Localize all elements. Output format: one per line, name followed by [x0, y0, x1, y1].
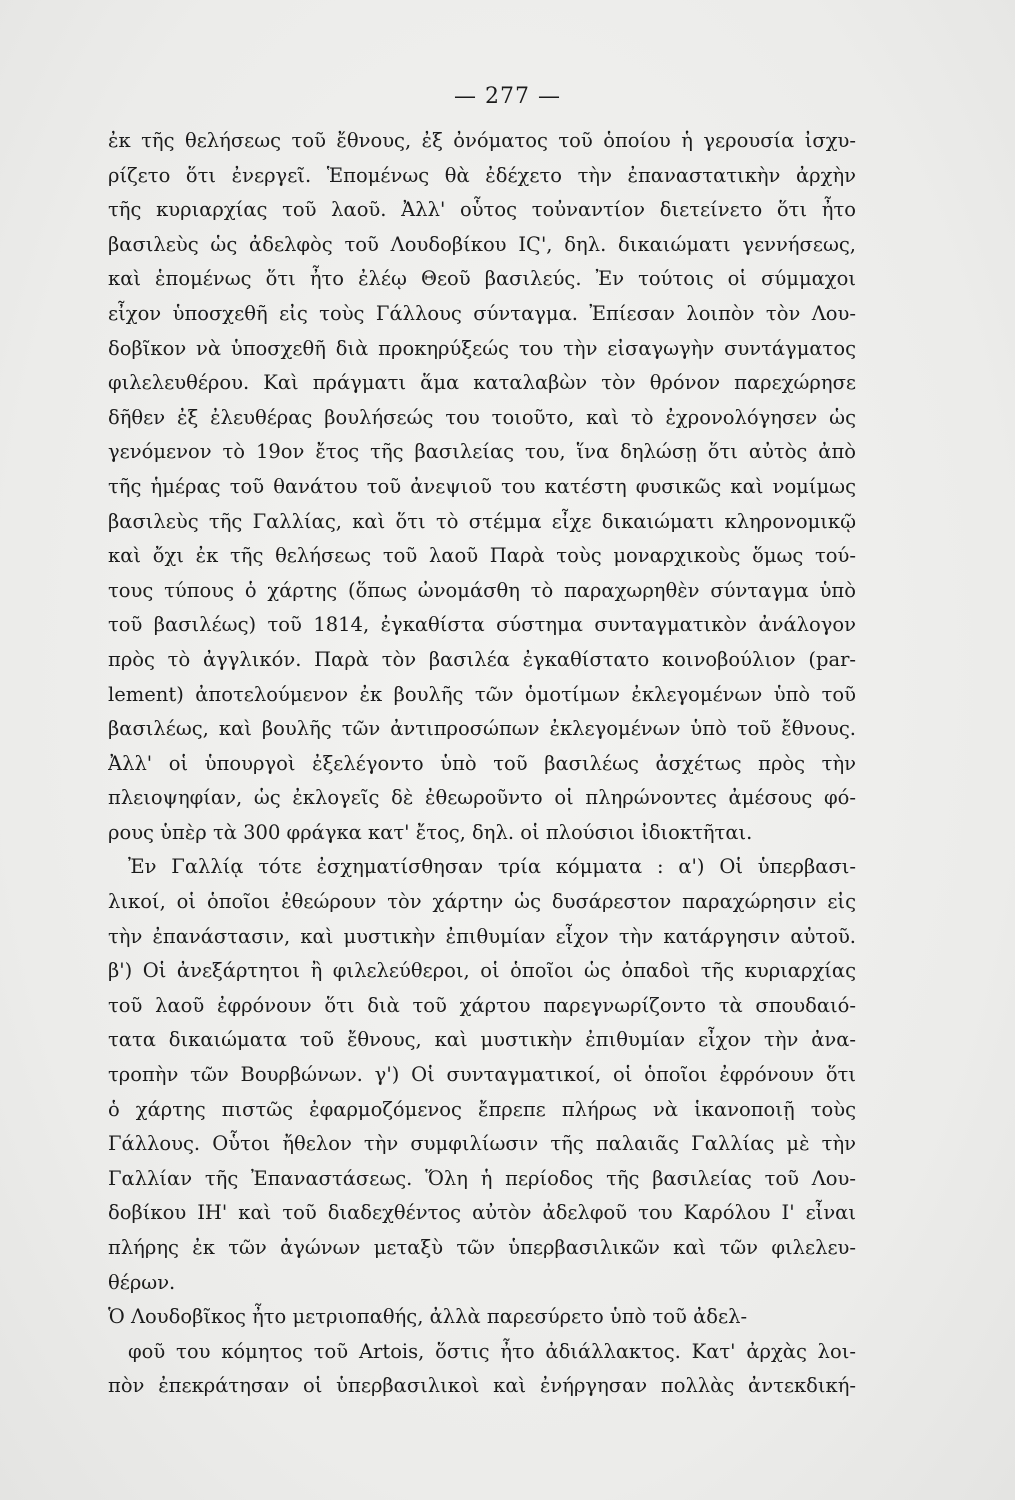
text-line: πρὸς τὸ ἀγγλικόν. Παρὰ τὸν βασιλέα ἐγκαθίστατο κοινοβούλιον (par-	[108, 647, 856, 671]
page-number: — 277 —	[454, 84, 561, 109]
body-text	[108, 124, 856, 1439]
text-line: πλειοψηφίαν, ὡς ἐκλογεῖς δὲ ἐθεωροῦντο οἱ πληρώνοντες ἀμέσους φό-	[108, 786, 856, 810]
text-line: θέρων.	[108, 1270, 176, 1294]
text-line: βασιλέως, καὶ βουλῆς τῶν ἀντιπροσώπων ἐκλεγομένων ὑπὸ τοῦ ἔθνους.	[108, 717, 856, 741]
text-line: δοβίκου ΙΗ' καὶ τοῦ διαδεχθέντος αὐτὸν ἀδελφοῦ του Καρόλου Ι' εἶναι	[108, 1201, 856, 1225]
text-line: τατα δικαιώματα τοῦ ἔθνους, καὶ μυστικὴν ἐπιθυμίαν εἶχον τὴν ἀνα-	[108, 1028, 856, 1052]
text-line: τοῦ λαοῦ ἐφρόνουν ὅτι διὰ τοῦ χάρτου παρεγνωρίζοντο τὰ σπουδαιό-	[108, 993, 856, 1017]
text-line: Γαλλίαν τῆς Ἐπαναστάσεως. Ὅλη ἡ περίοδος τῆς βασιλείας τοῦ Λου-	[108, 1166, 856, 1190]
text-line: βασιλεὺς ὡς ἀδελφὸς τοῦ Λουδοβίκου ΙϚ', δηλ. δικαιώματι γεννήσεως,	[108, 232, 856, 256]
text-line: Ἀλλ' οἱ ὑπουργοὶ ἐξελέγοντο ὑπὸ τοῦ βασιλέως ἀσχέτως πρὸς τὴν	[108, 751, 856, 775]
text-line: φιλελευθέρου. Καὶ πράγματι ἅμα καταλαβὼν τὸν θρόνον παρεχώρησε	[108, 371, 856, 395]
text-line: Ὁ Λουδοβῖκος ἦτο μετριοπαθής, ἀλλὰ παρεσύρετο ὑπὸ τοῦ ἀδελ-	[108, 1305, 748, 1329]
text-line: εἶχον ὑποσχεθῆ εἰς τοὺς Γάλλους σύνταγμα. Ἐπίεσαν λοιπὸν τὸν Λου-	[108, 301, 856, 325]
text-line: δῆθεν ἐξ ἐλευθέρας βουλήσεώς του τοιοῦτο, καὶ τὸ ἐχρονολόγησεν ὡς	[108, 405, 856, 429]
text-line: φοῦ του κόμητος τοῦ Artois, ὅστις ἦτο ἀδιάλλακτος. Κατ' ἀρχὰς λοι-	[128, 1339, 856, 1363]
text-line: Γάλλους. Οὗτοι ἤθελον τὴν συμφιλίωσιν τῆς παλαιᾶς Γαλλίας μὲ τὴν	[108, 1132, 856, 1156]
text-line: βασιλεὺς τῆς Γαλλίας, καὶ ὅτι τὸ στέμμα εἶχε δικαιώματι κληρονομικῷ	[108, 509, 856, 533]
text-line: πὸν ἐπεκράτησαν οἱ ὑπερβασιλικοὶ καὶ ἐνήργησαν πολλὰς ἀντεκδική-	[108, 1374, 856, 1398]
text-line: ρους ὑπὲρ τὰ 300 φράγκα κατ' ἔτος, δηλ. οἱ πλούσιοι ἰδιοκτῆται.	[108, 820, 753, 844]
text-line: τροπὴν τῶν Βουρβώνων. γ') Οἱ συνταγματικοί, οἱ ὁποῖοι ἐφρόνουν ὅτι	[108, 1063, 856, 1087]
text-line: τῆς κυριαρχίας τοῦ λαοῦ. Ἀλλ' οὗτος τοὐναντίον διετείνετο ὅτι ἦτο	[108, 198, 856, 222]
text-line: β') Οἱ ἀνεξάρτητοι ἢ φιλελεύθεροι, οἱ ὁποῖοι ὡς ὀπαδοὶ τῆς κυριαρχίας	[108, 959, 856, 983]
text-line: καὶ ἑπομένως ὅτι ἦτο ἐλέῳ Θεοῦ βασιλεύς. Ἐν τούτοις οἱ σύμμαχοι	[108, 267, 856, 291]
text-line: lement) ἀποτελούμενον ἐκ βουλῆς τῶν ὁμοτίμων ἐκλεγομένων ὑπὸ τοῦ	[108, 682, 856, 706]
text-line: ὁ χάρτης πιστῶς ἐφαρμοζόμενος ἔπρεπε πλήρως νὰ ἱκανοποιῇ τοὺς	[108, 1097, 856, 1121]
text-line: τὴν ἐπανάστασιν, καὶ μυστικὴν ἐπιθυμίαν εἶχον τὴν κατάργησιν αὐτοῦ.	[108, 924, 856, 948]
text-line: πλήρης ἐκ τῶν ἀγώνων μεταξὺ τῶν ὑπερβασιλικῶν καὶ τῶν φιλελευ-	[108, 1236, 856, 1259]
text-line: γενόμενον τὸ 19ον ἔτος τῆς βασιλείας του, ἵνα δηλώσῃ ὅτι αὐτὸς ἀπὸ	[108, 440, 856, 464]
text-line: ἐκ τῆς θελήσεως τοῦ ἔθνους, ἐξ ὀνόματος τοῦ ὁποίου ἡ γερουσία ἰσχυ-	[108, 129, 856, 152]
text-line: τῆς ἡμέρας τοῦ θανάτου τοῦ ἀνεψιοῦ του κατέστη φυσικῶς καὶ νομίμως	[108, 474, 856, 498]
text-line	[108, 1404, 856, 1439]
text-line: ρίζετο ὅτι ἐνεργεῖ. Ἑπομένως θὰ ἐδέχετο τὴν ἐπαναστατικὴν ἀρχὴν	[108, 163, 856, 187]
text-line: λικοί, οἱ ὁποῖοι ἐθεώρουν τὸν χάρτην ὡς δυσάρεστον παραχώρησιν εἰς	[108, 890, 856, 914]
text-line: καὶ ὄχι ἐκ τῆς θελήσεως τοῦ λαοῦ Παρὰ τοὺς μοναρχικοὺς ὅμως τού-	[108, 544, 856, 568]
text-line: τους τύπους ὁ χάρτης (ὅπως ὠνομάσθη τὸ παραχωρηθὲν σύνταγμα ὑπὸ	[108, 578, 856, 602]
text-line: Ἐν Γαλλίᾳ τότε ἐσχηματίσθησαν τρία κόμματα : α') Οἱ ὑπερβασι-	[128, 855, 856, 879]
text-line: δοβῖκον νὰ ὑποσχεθῆ διὰ προκηρύξεώς του τὴν εἰσαγωγὴν συντάγματος	[108, 336, 856, 360]
text-line: τοῦ βασιλέως) τοῦ 1814, ἐγκαθίστα σύστημα συνταγματικὸν ἀνάλογον	[108, 613, 856, 637]
